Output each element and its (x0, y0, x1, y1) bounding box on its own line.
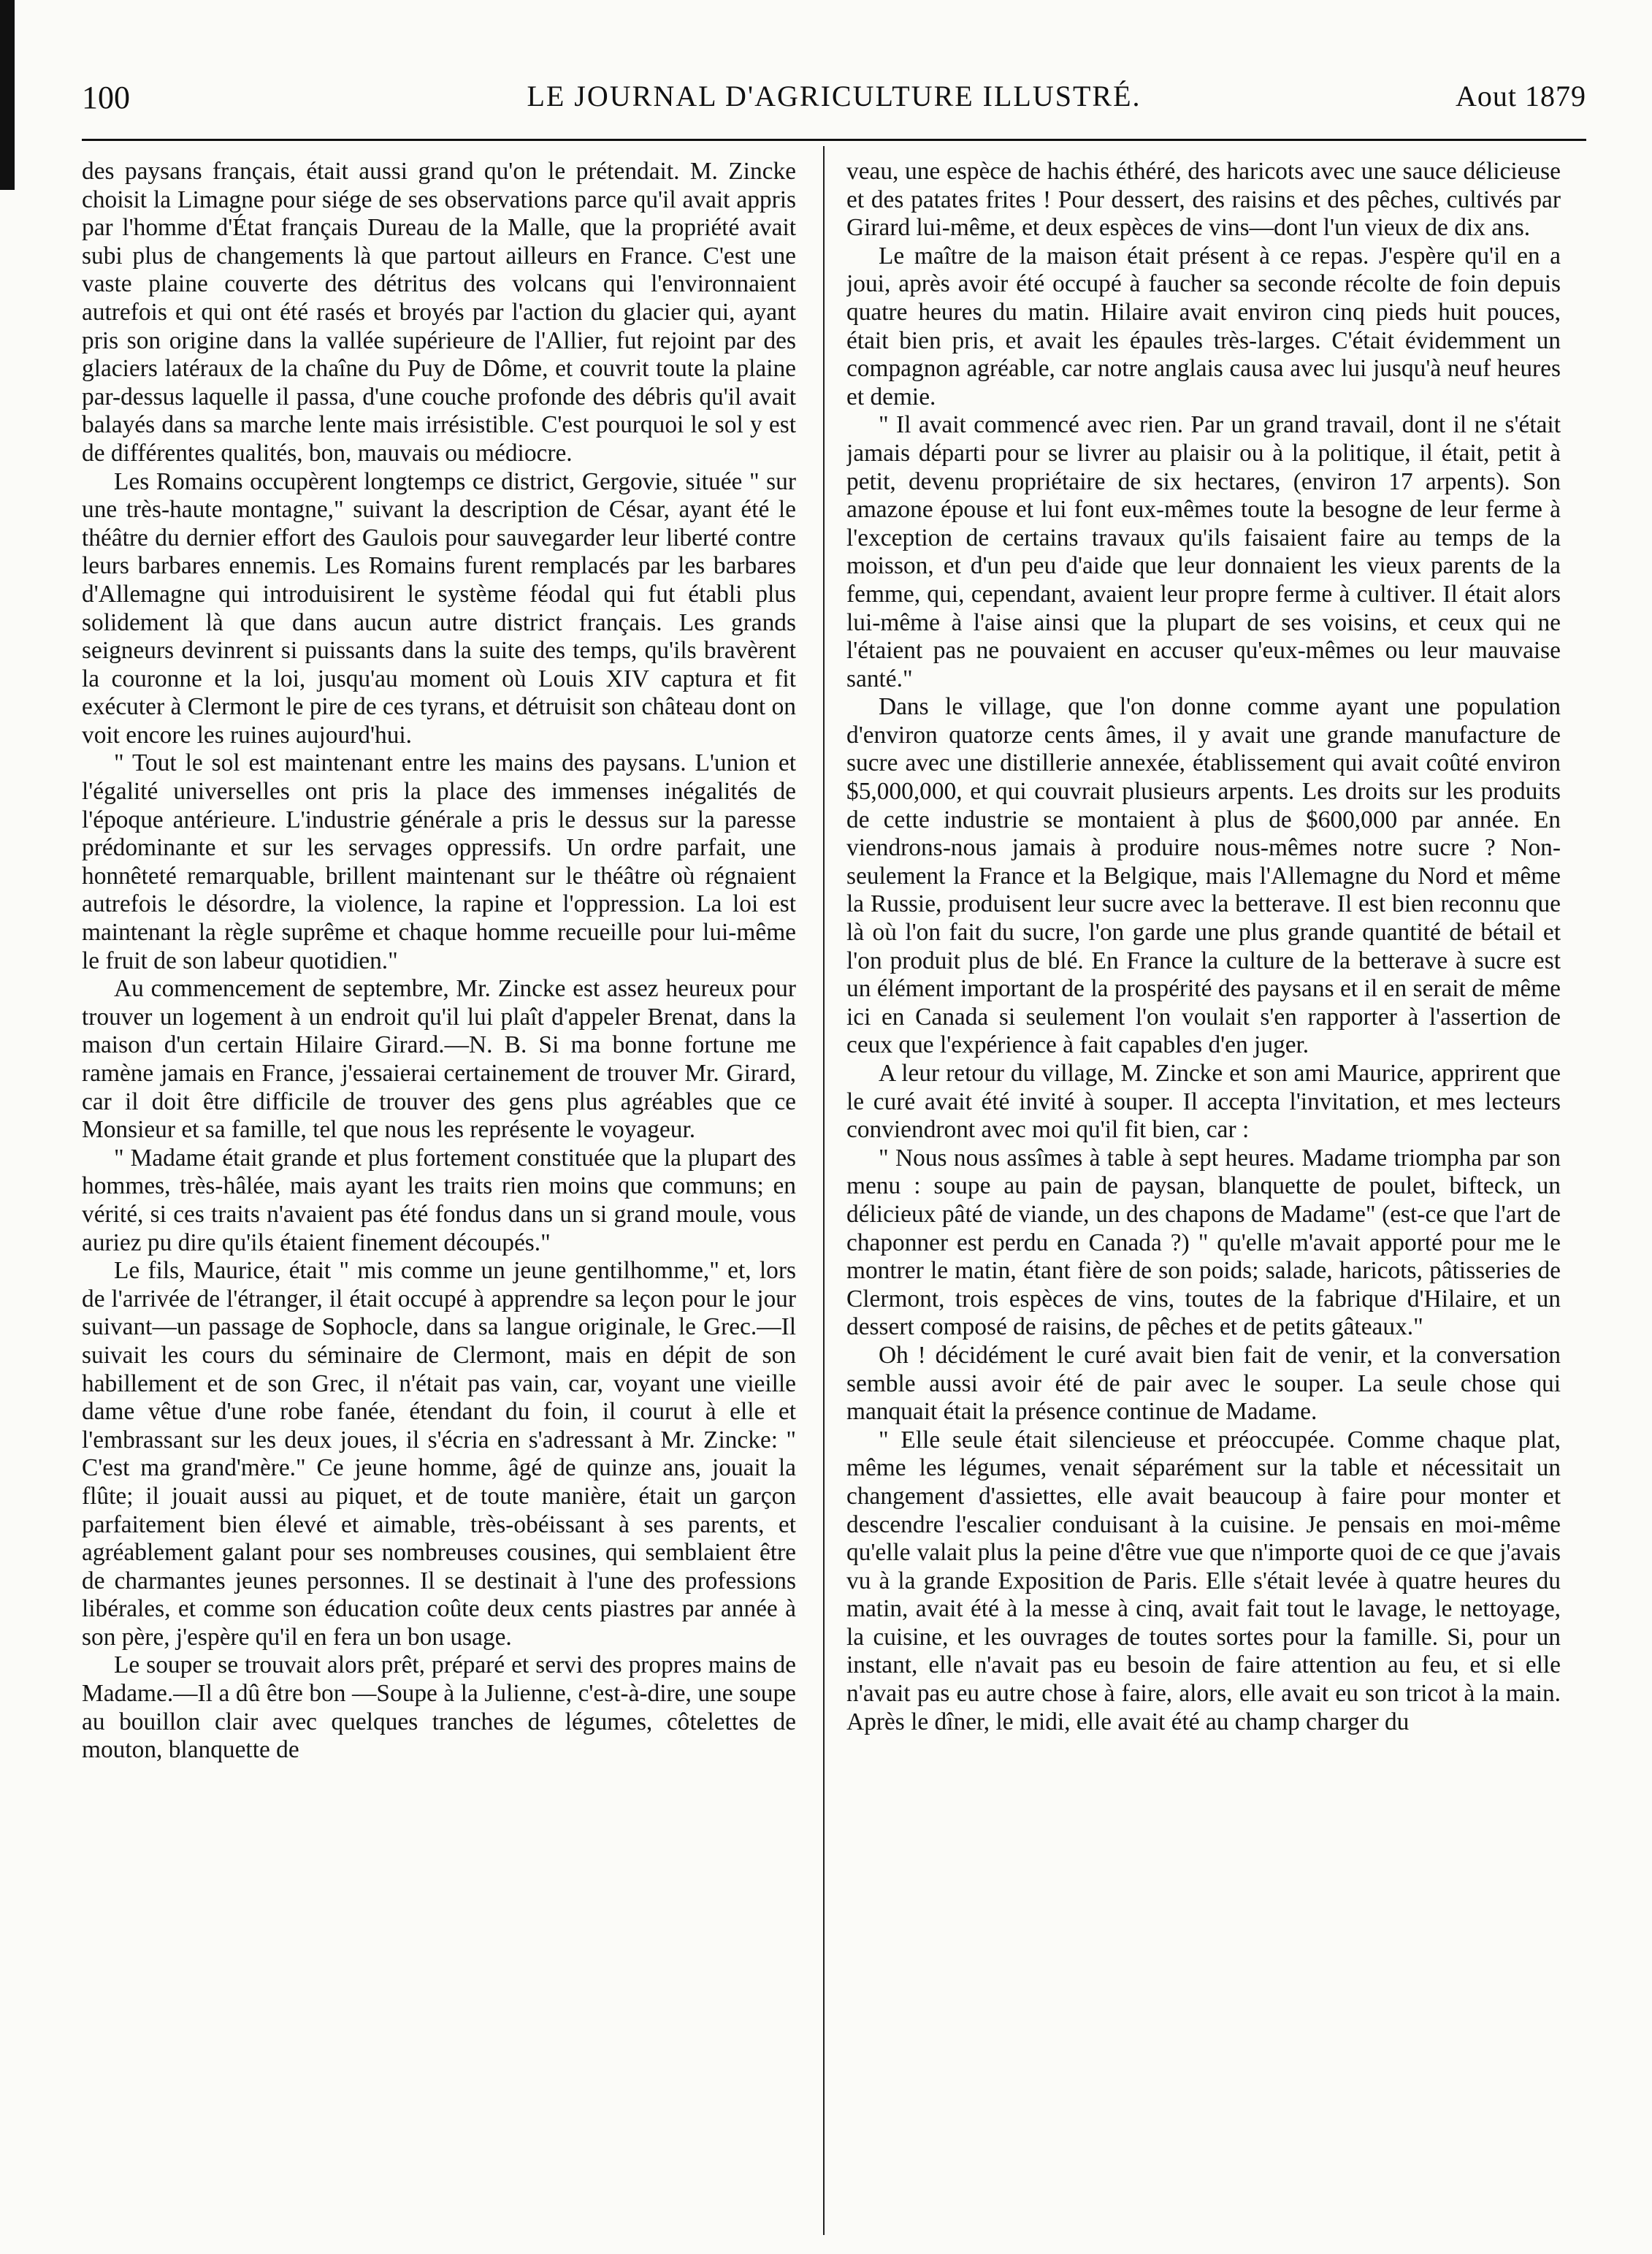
paragraph: A leur retour du village, M. Zincke et son ami Maurice, apprirent que le curé avait été invité à souper. Il accepta l'invitation, et mes lecteurs conviendront avec moi qu'il fit bien, car : (846, 1060, 1561, 1144)
paragraph: Les Romains occupèrent longtemps ce district, Gergovie, située " sur une très-haute montagne," suivant la description de César, ayant été le théâtre du dernier effort des Gaulois pour sauvegarder leur liberté contre leurs barbares ennemis. Les Romains furent remplacés par les barbares d'Allemagne qui introduisirent le système féodal qui fut établi plus solidement là que dans aucun autre district français. Les grands seigneurs devinrent si puissants dans la suite des temps, qu'ils bravèrent la couronne et la loi, jusqu'au moment où Louis XIV captura et fit exécuter à Clermont le pire de ces tyrans, et détruisit son château dont on voit encore les ruines aujourd'hui. (82, 467, 796, 749)
paragraph: Oh ! décidément le curé avait bien fait de venir, et la conversation semble aussi avoir été de pair avec le souper. La seule chose qui manquait était la présence continue de Madame. (846, 1341, 1561, 1426)
binding-edge (0, 0, 15, 190)
issue-date: Aout 1879 (1456, 80, 1586, 112)
paragraph: veau, une espèce de hachis éthéré, des haricots avec une sauce délicieuse et des patates frites ! Pour dessert, des raisins et des pêches, cultivés par Girard lui-même, et deux espèces de vins—dont l'un vieux de dix ans. (846, 158, 1561, 242)
paragraph: Le maître de la maison était présent à ce repas. J'espère qu'il en a joui, après avoir été occupé à faucher sa seconde récolte de foin depuis quatre heures du matin. Hilaire avait environ cinq pieds huit pouces, était bien pris, et avait les épaules très-larges. C'était évidemment un compagnon agréable, car notre anglais causa avec lui jusqu'à neuf heures et demie. (846, 242, 1561, 410)
page-number: 100 (82, 80, 130, 115)
paragraph: Dans le village, que l'on donne comme ayant une population d'environ quatorze cents âmes, il y avait une grande manufacture de sucre avec une distillerie annexée, établissement qui avait coûté environ $5,000,000, et qui couvrait plusieurs arpents. Les droits sur les produits de cette industrie se montaient à plus de $600,000 par année. En viendrons-nous jamais à produire nous-mêmes notre sucre ? Non-seulement la France et la Belgique, mais l'Allemagne du Nord et même la Russie, produisent leur sucre avec la betterave. Il est bien reconnu que là où l'on fait du sucre, l'on garde une plus grande quantité de bétail et l'on produit plus de blé. En France la culture de la betterave à sucre est un élément important de la prospérité des paysans et il en serait de même ici en Canada si seulement l'on voulait s'en rapporter à l'assertion de ceux que l'expérience à fait capables d'en juger. (846, 693, 1561, 1059)
paragraph: " Nous nous assîmes à table à sept heures. Madame triompha par son menu : soupe au pain de paysan, blanquette de poulet, bifteck, un délicieux pâté de viande, un des chapons de Madame" (est-ce que l'art de chaponner est perdu en Canada ?) " qu'elle m'avait apporté pour me le montrer le matin, étant fière de son poids; salade, haricots, pâtisseries de Clermont, trois espèces de vins, toutes de la fabrique d'Hilaire, et un dessert composé de raisins, de pêches et de petits gâteaux." (846, 1144, 1561, 1341)
journal-title: LE JOURNAL D'AGRICULTURE ILLUSTRÉ. (527, 80, 1142, 112)
paragraph: " Madame était grande et plus fortement constituée que la plupart des hommes, très-hâlée, mais ayant les traits rien moins que communs; en vérité, si ces traits n'avaient pas été fondus dans un si grand moule, vous auriez pu dire qu'ils étaient finement découpés." (82, 1144, 796, 1256)
paragraph: Le souper se trouvait alors prêt, préparé et servi des propres mains de Madame.—Il a dû être bon —Soupe à la Julienne, c'est-à-dire, une soupe au bouillon clair avec quelques tranches de légumes, côtelettes de mouton, blanquette de (82, 1651, 796, 1764)
paragraph: " Il avait commencé avec rien. Par un grand travail, dont il ne s'était jamais départi pour se livrer au plaisir ou à la politique, il était, petit à petit, devenu propriétaire de six hectares, (environ 17 arpents). Son amazone épouse et lui font eux-mêmes toute la besogne de leur ferme à l'exception de certains travaux qu'ils faisaient faire au temps de la moisson, et d'un peu d'aide que leur donnaient les vieux parents de la femme, qui, cependant, avaient leur propre ferme à cultiver. Il était alors lui-même à l'aise ainsi que la plupart de ses voisins, et ceux qui ne l'étaient pas ne pouvaient en accuser qu'eux-mêmes ou leur mauvaise santé." (846, 411, 1561, 692)
paragraph: des paysans français, était aussi grand qu'on le prétendait. M. Zincke choisit la Limagne pour siége de ses observations parce qu'il avait appris par l'homme d'État français Dureau de la Malle, que la propriété avait subi plus de changements là que partout ailleurs en France. C'est une vaste plaine couverte des détritus des volcans qui l'environnaient autrefois et qui ont été rasés et broyés par l'action du glacier qui, ayant pris son origine dans la vallée supérieure de l'Allier, fut rejoint par des glaciers latéraux de la chaîne du Puy de Dôme, et couvrit toute la plaine par-dessus laquelle il passa, d'une couche profonde des débris qu'il avait balayés dans sa marche lente mais irrésistible. C'est pourquoi le sol y est de différentes qualités, bon, mauvais ou médiocre. (82, 158, 796, 467)
paragraph: " Elle seule était silencieuse et préoccupée. Comme chaque plat, même les légumes, venait séparément sur la table et nécessitait un changement d'assiettes, elle avait beaucoup à faire pour monter et descendre l'escalier conduisant à la cuisine. Je pensais en moi-même qu'elle valait plus la peine d'être vue que n'importe quoi de ce que j'avais vu à la grande Exposition de Paris. Elle s'était levée à quatre heures du matin, avait été à la messe à cinq, avait fait tout le lavage, le nettoyage, la cuisine, et les ouvrages de toutes sortes pour la famille. Si, pour un instant, elle n'avait pas eu besoin de faire attention au feu, et si elle n'avait pas eu autre chose à faire, alors, elle avait eu son tricot à la main. Après le dîner, le midi, elle avait été au champ charger du (846, 1426, 1561, 1735)
paragraph: Le fils, Maurice, était " mis comme un jeune gentilhomme," et, lors de l'arrivée de l'étranger, il était occupé à apprendre sa leçon pour le jour suivant—un passage de Sophocle, dans sa langue originale, le Grec.—Il suivait les cours du séminaire de Clermont, mais en dépit de son habillement et de son Grec, il n'était pas vain, car, voyant une vieille dame vêtue d'une robe fanée, étendant du foin, il courut à elle et l'embrassant sur les deux joues, il s'écria en s'adressant à Mr. Zincke: " C'est ma grand'mère." Ce jeune homme, âgé de quinze ans, jouait la flûte; il jouait aussi au piquet, et de toute manière, était un garçon parfaitement bien élevé et aimable, très-obéissant à ses parents, et agréablement galant pour ses nombreuses cousines, qui semblaient être de charmantes jeunes personnes. Il se destinait à l'une des professions libérales, et comme son éducation coûte deux cents piastres par année à son père, j'espère qu'il en fera un bon usage. (82, 1257, 796, 1651)
page-header (82, 79, 1586, 123)
header-rule (82, 139, 1586, 141)
left-column (82, 158, 796, 2239)
paragraph: Au commencement de septembre, Mr. Zincke est assez heureux pour trouver un logement à un endroit qu'il lui plaît d'appeler Brenat, dans la maison d'un certain Hilaire Girard.—N. B. Si ma bonne fortune me ramène jamais en France, j'essaierai certainement de trouver Mr. Girard, car il doit être difficile de trouver des gens plus agréables que ce Monsieur et sa famille, tel que nous les représente le voyageur. (82, 975, 796, 1144)
paragraph: " Tout le sol est maintenant entre les mains des paysans. L'union et l'égalité universelles ont pris la place des immenses inégalités de l'époque antérieure. L'industrie générale a pris le dessus sur la paresse prédominante et sur les servages oppressifs. Un ordre parfait, une honnêteté remarquable, brillent maintenant sur le théâtre où régnaient autrefois le désordre, la violence, la rapine et l'oppression. La loi est maintenant la règle suprême et chaque homme recueille pour lui-même le fruit de son labeur quotidien." (82, 749, 796, 974)
column-divider (823, 146, 825, 2235)
right-column (846, 158, 1561, 2239)
